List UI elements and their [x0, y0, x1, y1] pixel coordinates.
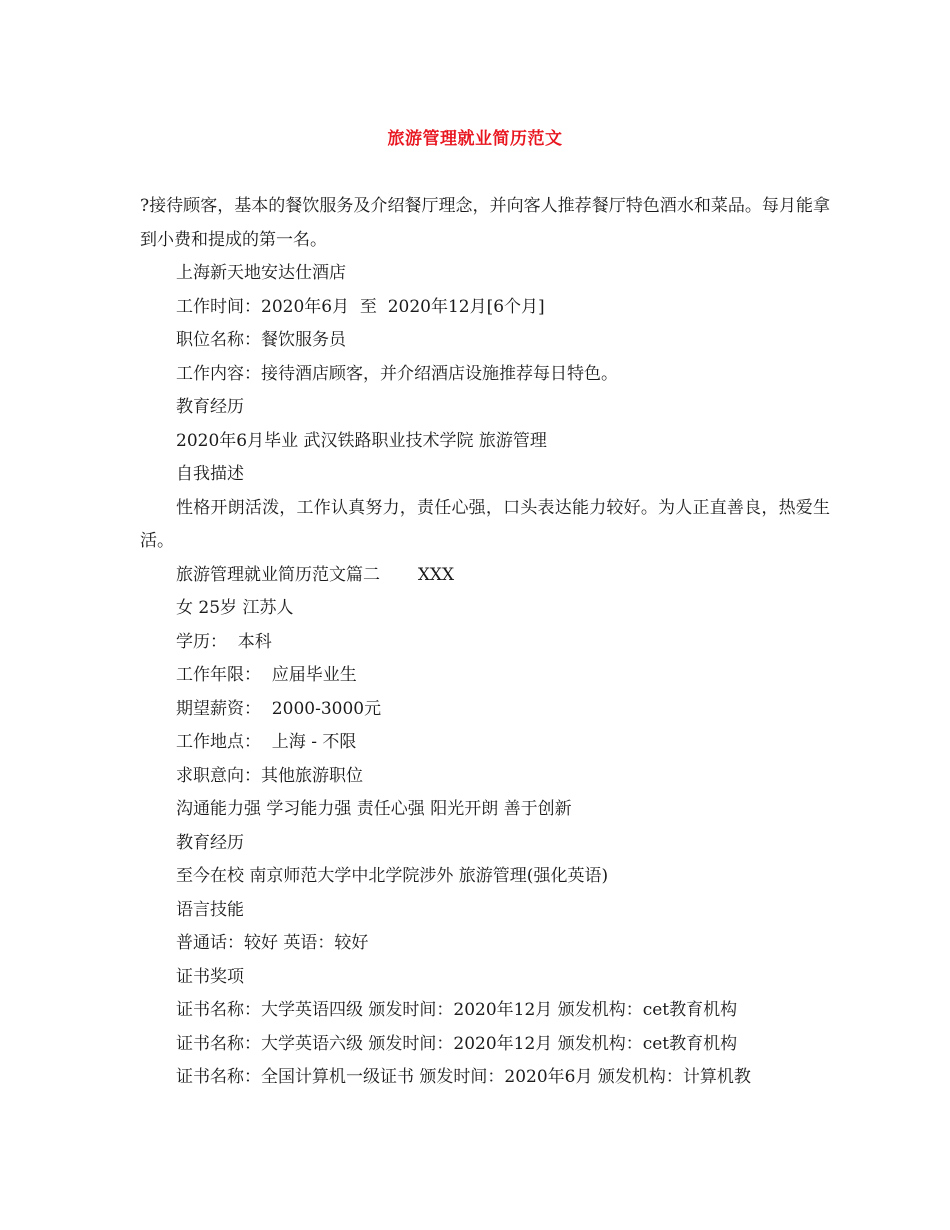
paragraph-education-1: 2020年6月毕业 武汉铁路职业技术学院 旅游管理	[176, 430, 547, 451]
document-body	[140, 190, 830, 1095]
paragraph-self-description: 性格开朗活泼，工作认真努力，责任心强，口头表达能力较好。为人正直善良，热爱生活。	[140, 497, 830, 551]
section-heading-language-skills: 语言技能	[176, 899, 244, 920]
paragraph-certificate-1: 证书名称：大学英语四级 颁发时间：2020年12月 颁发机构：cet教育机构	[176, 1000, 738, 1020]
paragraph-degree: 学历： 本科	[176, 631, 272, 652]
paragraph-work-years: 工作年限： 应届毕业生	[176, 665, 357, 685]
paragraph-work-location: 工作地点： 上海 - 不限	[176, 732, 357, 752]
section-heading-education-2: 教育经历	[176, 832, 244, 853]
paragraph-hotel: 上海新天地安达仕酒店	[176, 263, 346, 283]
paragraph-job-intention: 求职意向：其他旅游职位	[176, 765, 363, 786]
paragraph-work-content: 工作内容：接待酒店顾客，并介绍酒店设施推荐每日特色。	[176, 363, 618, 384]
paragraph-work-time: 工作时间：2020年6月 至 2020年12月[6个月]	[176, 296, 545, 317]
paragraph-education-2: 至今在校 南京师范大学中北学院涉外 旅游管理(强化英语)	[176, 866, 609, 886]
document-title: 旅游管理就业简历范文	[387, 129, 563, 149]
paragraph-strengths: 沟通能力强 学习能力强 责任心强 阳光开朗 善于创新	[176, 799, 572, 819]
section-heading-certificates: 证书奖项	[176, 966, 244, 987]
section-heading-education: 教育经历	[176, 397, 244, 417]
paragraph-intro: ?接待顾客，基本的餐饮服务及介绍餐厅理念，并向客人推荐餐厅特色酒水和菜品。每月能拿到小费和提成的第一名。	[140, 196, 830, 250]
paragraph-language-skills: 普通话：较好 英语：较好	[176, 933, 369, 953]
paragraph-personal-info: 女 25岁 江苏人	[176, 598, 294, 618]
paragraph-certificate-3: 证书名称：全国计算机一级证书 颁发时间：2020年6月 颁发机构：计算机教	[176, 1067, 751, 1087]
paragraph-sample-two-heading: 旅游管理就业简历范文篇二 XXX	[176, 564, 455, 585]
paragraph-expected-salary: 期望薪资： 2000-3000元	[176, 698, 382, 719]
paragraph-certificate-2: 证书名称：大学英语六级 颁发时间：2020年12月 颁发机构：cet教育机构	[176, 1033, 738, 1054]
paragraph-position: 职位名称：餐饮服务员	[176, 330, 346, 350]
section-heading-self-description: 自我描述	[176, 464, 244, 484]
